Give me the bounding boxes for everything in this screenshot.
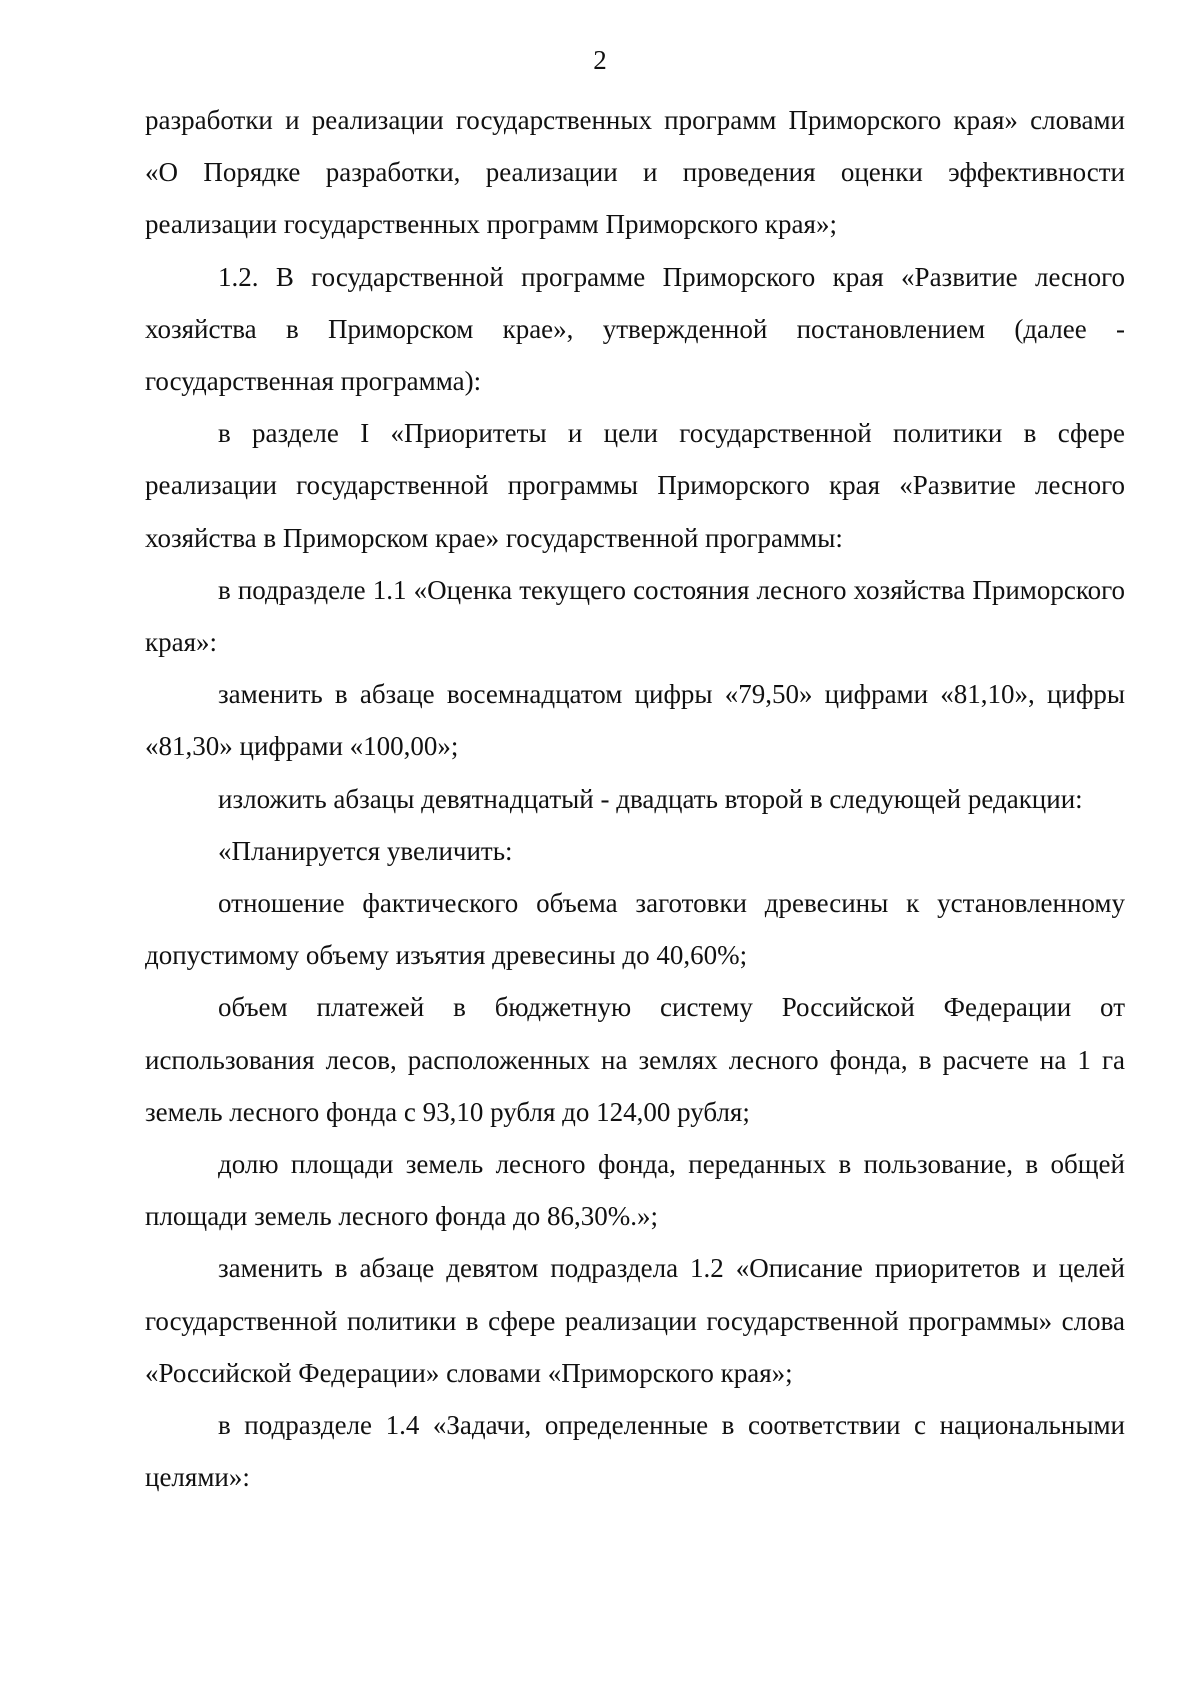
paragraph-section-1: в разделе I «Приоритеты и цели государственной политики в сфере реализации государственной программы Приморского края «Развитие лесного хозяйства в Приморском крае» государственной программы: <box>145 418 1125 553</box>
paragraph-subsection-1-4: в подразделе 1.4 «Задачи, определенные в соответствии с национальными целями»: <box>145 1410 1125 1493</box>
paragraph-subsection-1-2: заменить в абзаце девятом подраздела 1.2 «Описание приоритетов и целей государственной политики в сфере реализации государственной программы» слова «Российской Федерации» словами «Приморского края»; <box>145 1253 1125 1388</box>
paragraph-restate-abzacy: изложить абзацы девятнадцатый - двадцать второй в следующей редакции: <box>218 783 1083 814</box>
paragraph-timber-ratio: отношение фактического объема заготовки древесины к установленному допустимому объему изъятия древесины до 40,60%; <box>145 888 1125 971</box>
paragraph-budget-payments: объем платежей в бюджетную систему Российской Федерации от использования лесов, расположенных на землях лесного фонда, в расчете на 1 га земель лесного фонда с 93,10 рубля до 124,00 рубля; <box>145 992 1125 1127</box>
page-number: 2 <box>593 45 607 75</box>
document-body <box>145 94 1125 1503</box>
paragraph-subsection-1-1: в подразделе 1.1 «Оценка текущего состояния лесного хозяйства Приморского края»: <box>145 574 1125 658</box>
paragraph-planned-increase: «Планируется увеличить: <box>218 835 513 866</box>
paragraph-replace-figures: заменить в абзаце восемнадцатом цифры «79,50» цифрами «81,10», цифры «81,30» цифрами «100,00»; <box>145 679 1125 762</box>
paragraph-item-1-2: 1.2. В государственной программе Приморского края «Развитие лесного хозяйства в Приморском крае», утвержденной постановлением (далее - государственная программа): <box>145 261 1125 397</box>
paragraph-land-share: долю площади земель лесного фонда, переданных в пользование, в общей площади земель лесного фонда до 86,30%.»; <box>145 1149 1125 1232</box>
paragraph-continuation: разработки и реализации государственных программ Приморского края» словами «О Порядке разработки, реализации и проведения оценки эффективности реализации государственных программ Приморского края»; <box>145 105 1125 240</box>
